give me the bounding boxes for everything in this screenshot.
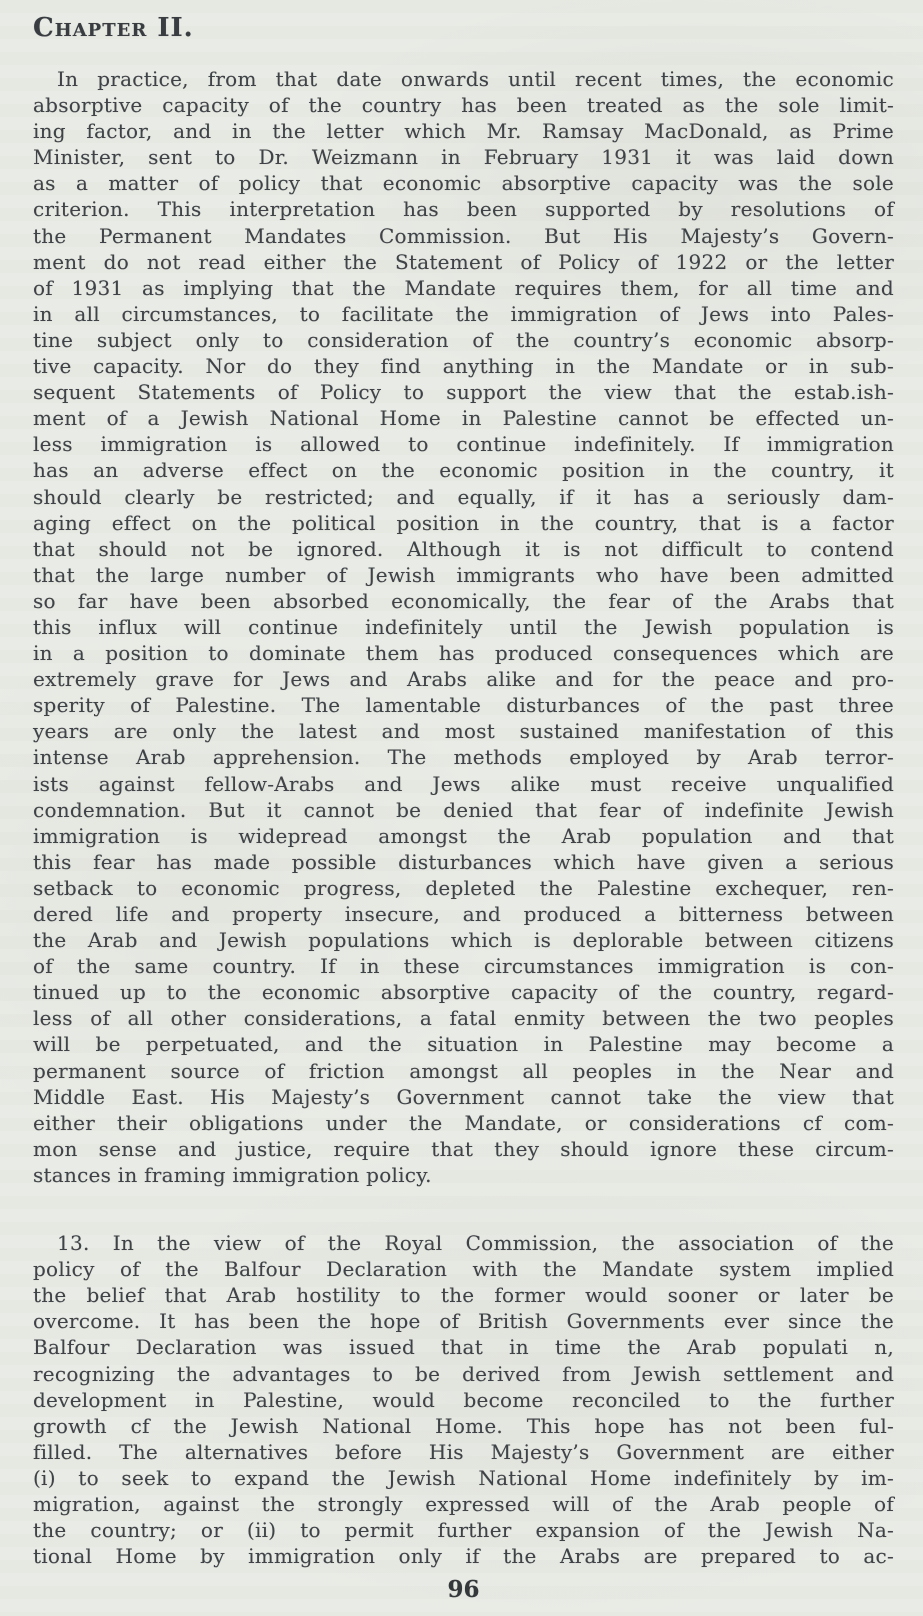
text-line: the belief that Arab hostility to the former would sooner or later be (33, 1283, 894, 1308)
text-line: less immigration is allowed to continue indefinitely. If immigration (33, 432, 894, 457)
text-line: tional Home by immigration only if the Arabs are prepared to ac- (33, 1544, 894, 1569)
text-line: Balfour Declaration was issued that in time the Arab populati n, (33, 1335, 894, 1360)
text-line: as a matter of policy that economic absorptive capacity was the sole (33, 171, 894, 196)
text-line: this fear has made possible disturbances which have given a serious (33, 849, 894, 874)
text-line: absorptive capacity of the country has been treated as the sole limit- (33, 93, 894, 118)
text-line: that should not be ignored. Although it is not difficult to contend (33, 536, 894, 561)
text-line: tive capacity. Nor do they find anything in the Mandate or in sub- (33, 354, 894, 379)
text-line: policy of the Balfour Declaration with the Mandate system implied (33, 1257, 894, 1282)
text-line: condemnation. But it cannot be denied that fear of indefinite Jewish (33, 797, 894, 822)
page-number: 96 (447, 1576, 480, 1604)
text-block (33, 66, 894, 1569)
text-line: in all circumstances, to facilitate the immigration of Jews into Pales- (33, 301, 894, 326)
text-line: filled. The alternatives before His Majesty’s Government are either (33, 1439, 894, 1464)
text-line: setback to economic progress, depleted the Palestine exchequer, ren- (33, 875, 894, 900)
text-line: the country; or (ii) to permit further expansion of the Jewish Na- (33, 1518, 894, 1543)
paragraph (33, 1230, 894, 1569)
text-line: will be perpetuated, and the situation in Palestine may become a (33, 1032, 894, 1057)
text-line: ing factor, and in the letter which Mr. Ramsay MacDonald, as Prime (33, 119, 894, 144)
text-line: criterion. This interpretation has been supported by resolutions of (33, 197, 894, 222)
paragraph (33, 66, 894, 1188)
text-line: aging effect on the political position in the country, that is a factor (33, 510, 894, 535)
text-line: sperity of Palestine. The lamentable disturbances of the past three (33, 693, 894, 718)
text-line: Minister, sent to Dr. Weizmann in February 1931 it was laid down (33, 145, 894, 170)
text-line: less of all other considerations, a fatal enmity between the two peoples (33, 1006, 894, 1031)
text-line: either their obligations under the Mandate, or considerations cf com- (33, 1110, 894, 1135)
text-line: migration, against the strongly expressed will of the Arab people of (33, 1491, 894, 1516)
text-line: of 1931 as implying that the Mandate requires them, for all time and (33, 275, 894, 300)
text-line: extremely grave for Jews and Arabs alike and for the peace and pro- (33, 667, 894, 692)
text-line: tinued up to the economic absorptive capacity of the country, regard- (33, 980, 894, 1005)
text-line: dered life and property insecure, and produced a bitterness between (33, 902, 894, 926)
text-line: intense Arab apprehension. The methods employed by Arab terror- (33, 745, 894, 770)
text-line: has an adverse effect on the economic position in the country, it (33, 458, 894, 483)
text-line: recognizing the advantages to be derived from Jewish settlement and (33, 1361, 894, 1386)
text-line: overcome. It has been the hope of British Governments ever since the (33, 1309, 894, 1334)
text-line: years are only the latest and most sustained manifestation of this (33, 719, 894, 744)
chapter-heading: Chapter II. (33, 13, 194, 43)
text-line: in a position to dominate them has produced consequences which are (33, 641, 894, 666)
text-line: 13. In the view of the Royal Commission, the association of the (57, 1231, 894, 1256)
text-line: sequent Statements of Policy to support the view that the estab.ish- (33, 380, 894, 405)
text-line: this influx will continue indefinitely until the Jewish population is (33, 614, 894, 639)
text-line: tine subject only to consideration of the country’s economic absorp- (33, 327, 894, 352)
text-line: ists against fellow-Arabs and Jews alike must receive unqualified (33, 771, 894, 796)
text-line: should clearly be restricted; and equally, if it has a seriously dam- (33, 484, 894, 509)
text-line: permanent source of friction amongst all peoples in the Near and (33, 1058, 894, 1083)
text-line: that the large number of Jewish immigrants who have been admitted (33, 562, 894, 587)
text-line: immigration is widepread amongst the Arab population and that (33, 823, 894, 848)
text-line: Middle East. His Majesty’s Government cannot take the view that (33, 1084, 894, 1109)
text-line: development in Palestine, would become reconciled to the further (33, 1387, 894, 1412)
text-line: ment do not read either the Statement of Policy of 1922 or the letter (33, 249, 894, 274)
text-line: (i) to seek to expand the Jewish National Home indefinitely by im- (33, 1465, 894, 1490)
text-line: growth cf the Jewish National Home. This hope has not been ful- (33, 1413, 894, 1438)
text-line: ment of a Jewish National Home in Palestine cannot be effected un- (33, 406, 894, 431)
text-line: the Arab and Jewish populations which is deplorable between citizens (33, 928, 894, 953)
text-line: the Permanent Mandates Commission. But His Majesty’s Govern- (33, 223, 894, 248)
text-line: of the same country. If in these circumstances immigration is con- (33, 954, 894, 979)
text-line: mon sense and justice, require that they should ignore these circum- (33, 1136, 894, 1161)
text-line: In practice, from that date onwards until recent times, the economic (57, 67, 894, 91)
text-line: so far have been absorbed economically, the fear of the Arabs that (33, 588, 894, 613)
text-line: stances in framing immigration policy. (33, 1162, 432, 1187)
